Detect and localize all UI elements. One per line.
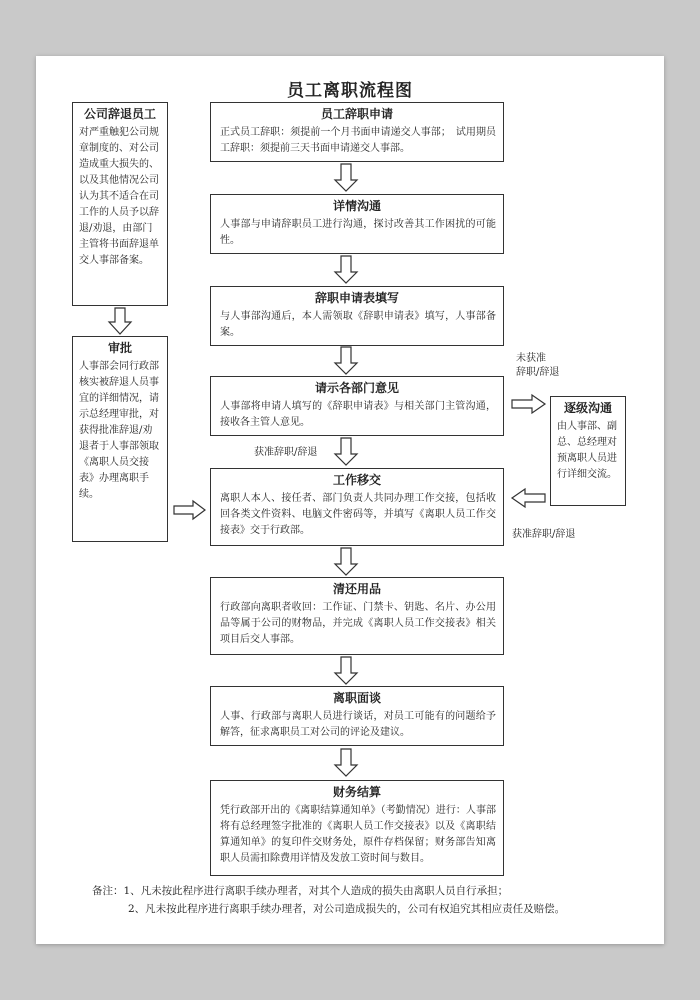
step-resignation-application — [210, 102, 504, 162]
step-heading: 工作移交 — [332, 473, 381, 487]
down-arrow-icon — [334, 256, 358, 284]
notes-prefix: 备注： — [92, 885, 124, 897]
box-heading: 审批 — [107, 341, 132, 355]
company-dismissal-box — [72, 102, 168, 306]
step-heading: 清还用品 — [332, 582, 381, 596]
step-exit-interview — [210, 686, 504, 746]
step-financial-settlement — [210, 780, 504, 876]
step-body: 与人事部沟通后，本人需领取《辞职申请表》填写，人事部备案。 — [220, 311, 496, 338]
down-arrow-icon — [334, 657, 358, 685]
right-arrow-icon — [512, 394, 546, 414]
down-arrow-icon — [108, 308, 132, 336]
right-arrow-icon — [174, 500, 206, 520]
box-body: 对严重触犯公司规章制度的、对公司造成重大损失的、以及其他情况公司认为其不适合在司工作的人员予以辞退/劝退，由部门主管将书面辞退单交人事部备案。 — [79, 127, 159, 266]
approval-box — [72, 336, 168, 542]
step-work-handover — [210, 468, 504, 546]
label-not-approved: 未获准 辞职/辞退 — [516, 353, 560, 378]
down-arrow-icon — [334, 749, 358, 777]
left-arrow-icon — [512, 488, 546, 508]
step-fill-resignation-form — [210, 286, 504, 346]
notes-line-1: 1、凡未按此程序进行离职手续办理者，对其个人造成的损失由离职人员自行承担； — [123, 885, 509, 897]
escalation-communication-box — [550, 396, 626, 506]
notes — [92, 882, 565, 918]
step-detail-communication — [210, 194, 504, 254]
notes-line-2: 2、凡未按此程序进行离职手续办理者，对公司造成损失的，公司有权追究其相应责任及赔偿。 — [128, 903, 566, 915]
step-heading: 财务结算 — [332, 785, 381, 799]
box-body: 人事部会同行政部核实被辞退人员事宜的详细情况，请示总经理审批，对获得批准辞退/劝退者于人事部领取《离职人员交接表》办理离职手续。 — [79, 361, 159, 500]
step-department-opinions — [210, 376, 504, 436]
label-approved-right: 获准辞职/辞退 — [512, 529, 576, 540]
step-heading: 请示各部门意见 — [314, 381, 399, 395]
flowchart-page — [36, 56, 664, 944]
step-heading: 员工辞职申请 — [320, 107, 393, 121]
label-approved-mid: 获准辞职/辞退 — [254, 447, 318, 458]
step-heading: 辞职申请表填写 — [314, 291, 399, 305]
box-body: 由人事部、副总、总经理对预离职人员进行详细交流。 — [557, 421, 617, 480]
step-heading: 离职面谈 — [332, 691, 381, 705]
step-body: 离职人本人、接任者、部门负责人共同办理工作交接，包括收回各类文件资料、电脑文件密码等，并填写《离职人员工作交接表》交于行政部。 — [220, 493, 496, 536]
down-arrow-icon — [334, 164, 358, 192]
step-body: 人事、行政部与离职人员进行谈话，对员工可能有的问题给予解答，征求离职员工对公司的评论及建议。 — [220, 711, 496, 738]
step-body: 凭行政部开出的《离职结算通知单》（考勤情况）进行：人事部将有总经理签字批准的《离职人员工作交接表》以及《离职结算通知单》的复印件交财务处，原件存档保留；财务部告知离职人员需扣除费用详情及发放工资时间与数目。 — [220, 805, 496, 864]
down-arrow-icon — [334, 347, 358, 375]
step-heading: 详情沟通 — [332, 199, 381, 213]
down-arrow-icon — [334, 548, 358, 576]
step-body: 行政部向离职者收回：工作证、门禁卡、钥匙、名片、办公用品等属于公司的财物品，并完成《离职人员工作交接表》相关项目后交人事部。 — [220, 602, 496, 645]
page-title: 员工离职流程图 — [287, 81, 413, 101]
step-body: 正式员工辞职：须提前一个月书面申请递交人事部； 试用期员工辞职：须提前三天书面申请递交人事部。 — [220, 127, 496, 154]
step-body: 人事部将申请人填写的《辞职申请表》与相关部门主管沟通，接收各主管人意见。 — [220, 401, 496, 428]
down-arrow-icon — [334, 438, 358, 466]
step-return-items — [210, 577, 504, 655]
box-heading: 逐级沟通 — [563, 401, 612, 415]
box-heading: 公司辞退员工 — [83, 107, 156, 121]
step-body: 人事部与申请辞职员工进行沟通，探讨改善其工作困扰的可能性。 — [220, 219, 496, 246]
